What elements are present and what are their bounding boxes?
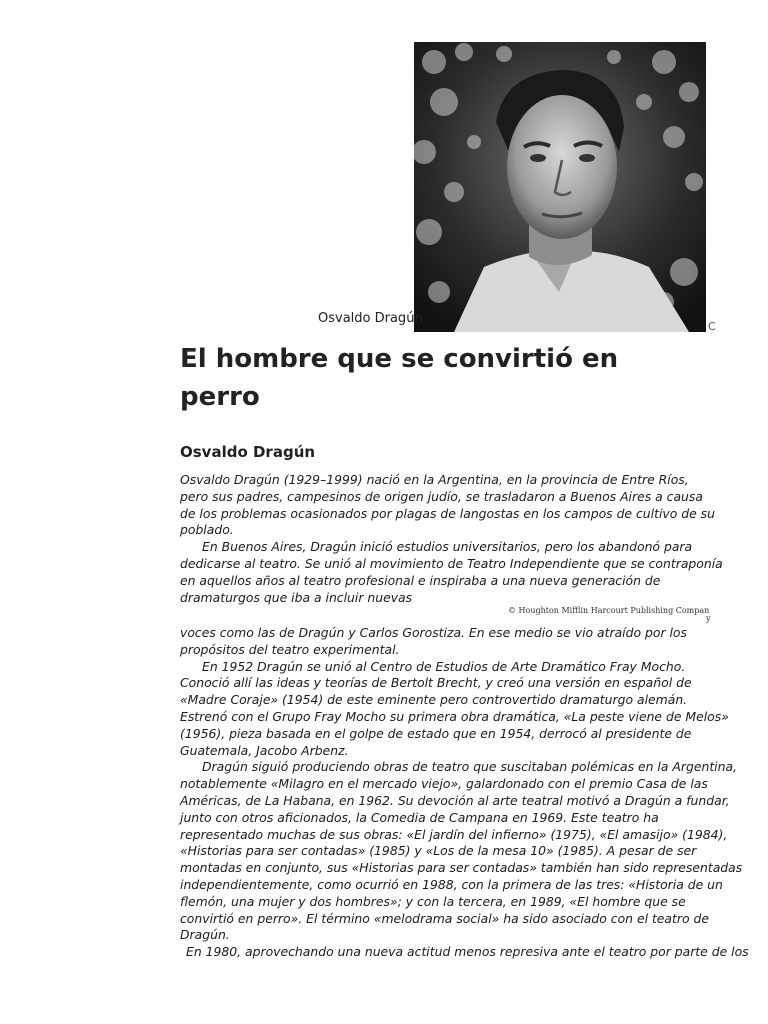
text-line: representado muchas de sus obras: «El jardín del infierno» (1975), «El amasijo» (1984),	[180, 826, 728, 842]
text-line: «Historias para ser contadas» (1985) y «Los de la mesa 10» (1985). A pesar de ser	[180, 843, 697, 859]
author-portrait-photo	[414, 42, 706, 332]
biography-block-1	[180, 472, 723, 606]
text-line: dramaturgos que iba a incluir nuevas	[180, 589, 413, 605]
title-line-2: perro	[180, 382, 260, 412]
text-line: notablemente «Milagro en el mercado viejo», galardonado con el premio Casa de las	[180, 776, 708, 792]
text-line: En Buenos Aires, Dragún inició estudios universitarios, pero los abandonó para	[202, 539, 693, 555]
text-line: dedicarse al teatro. Se unió al movimiento de Teatro Independiente que se contraponía	[180, 555, 723, 571]
text-line: Dragún.	[180, 927, 230, 943]
text-line: En 1952 Dragún se unió al Centro de Estudios de Arte Dramático Fray Mocho.	[202, 658, 686, 674]
text-line: voces como las de Dragún y Carlos Gorostiza. En ese medio se vio atraído por los	[180, 625, 687, 640]
text-line: Conoció allí las ideas y teorías de Bertolt Brecht, y creó una versión en español de	[180, 675, 692, 691]
text-line: Dragún siguió produciendo obras de teatro que suscitaban polémicas en la Argentina,	[202, 759, 737, 775]
text-line: Estrenó con el Grupo Fray Mocho su primera obra dramática, «La peste viene de Melos»	[180, 708, 729, 724]
text-line: convirtió en perro». El término «melodrama social» ha sido asociado con el teatro de	[180, 910, 709, 926]
page-title	[180, 340, 700, 416]
text-line: independientemente, como ocurrió en 1988, con la primera de las tres: «Historia de un	[180, 876, 723, 892]
text-line: poblado.	[180, 522, 234, 538]
photo-caption: Osvaldo Dragún	[318, 311, 423, 326]
text-line: (1956), pieza basada en el golpe de estado que en 1954, derrocó al presidente de	[180, 725, 692, 741]
text-line: Guatemala, Jacobo Arbenz.	[180, 742, 349, 758]
text-line: en aquellos años al teatro profesional e inspiraba a una nueva generación de	[180, 572, 661, 588]
author-heading: Osvaldo Dragún	[180, 443, 316, 461]
biography-block-2	[180, 625, 749, 961]
text-line: «Madre Coraje» (1954) de este eminente pero controvertido dramaturgo alemán.	[180, 692, 688, 708]
text-line: junto con otros aficionados, la Comedia de Campana en 1969. Este teatro ha	[180, 809, 659, 825]
text-line: montadas en conjunto, sus «Historias para ser contadas» también han sido representadas	[180, 860, 743, 876]
portrait-illustration	[414, 42, 706, 332]
text-line: Osvaldo Dragún (1929–1999) nació en la Argentina, en la provincia de Entre Ríos,	[180, 472, 689, 487]
photo-credit-mark: C	[708, 320, 716, 333]
text-line: Américas, de La Habana, en 1962. Su devoción al arte teatral motivó a Dragún a fundar,	[180, 792, 730, 808]
title-line-1: El hombre que se convirtió en	[180, 344, 619, 374]
copyright-notice: © Houghton Mifflin Harcourt Publishing Compan	[508, 606, 710, 615]
text-line: En 1980, aprovechando una nueva actitud menos represiva ante el teatro por parte de los	[186, 944, 749, 960]
copyright-notice-tail: y	[706, 614, 711, 623]
text-line: flemón, una mujer y dos hombres»; y con la tercera, en 1989, «El hombre que se	[180, 893, 686, 909]
text-line: de los problemas ocasionados por plagas de langostas en los campos de cultivo de su	[180, 505, 715, 521]
text-line: pero sus padres, campesinos de origen judío, se trasladaron a Buenos Aires a causa	[180, 488, 703, 504]
text-line: propósitos del teatro experimental.	[180, 641, 400, 657]
